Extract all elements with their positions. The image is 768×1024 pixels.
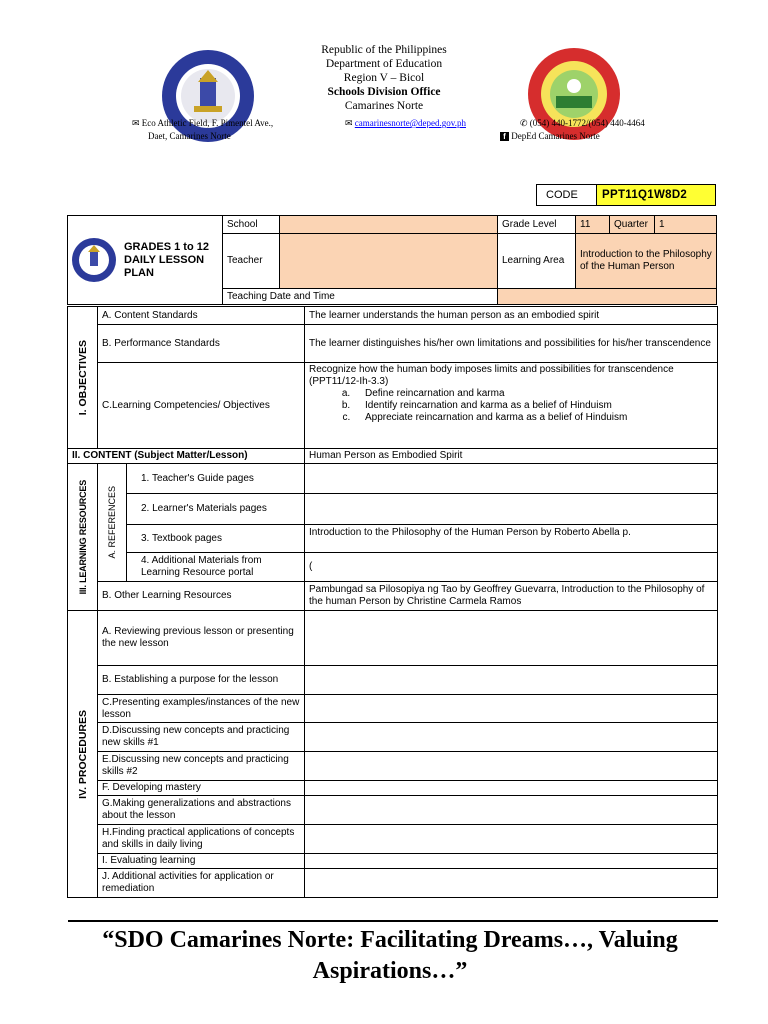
procedures-section-cell [68,611,98,898]
learners-materials-label: 2. Learner's Materials pages [127,494,305,525]
procedure-label: I. Evaluating learning [98,854,305,869]
procedure-label: J. Additional activities for application or remediation [98,869,305,898]
learning-competencies-label: C.Learning Competencies/ Objectives [98,363,305,449]
procedure-value [305,695,718,723]
teaching-date-label: Teaching Date and Time [223,289,498,305]
procedure-value [305,796,718,825]
performance-standards-value: The learner distinguishes his/her own limitations and possibilities for his/her transcendence [305,325,718,363]
lesson-plan-table [67,306,718,898]
resources-section-cell [68,464,98,611]
competency-item: b. Identify reincarnation and karma as a belief of Hinduism [353,400,713,412]
envelope-icon: ✉ [132,118,140,128]
procedure-label: F. Developing mastery [98,781,305,796]
code-label: CODE [537,185,597,205]
additional-materials-value: ( [305,553,718,582]
procedure-label: E.Discussing new concepts and practicing skills #2 [98,752,305,781]
info-table [67,215,717,305]
teachers-guide-label: 1. Teacher's Guide pages [127,464,305,494]
address-line-1: ✉ Eco Athletic Field, F. Pimentel Ave., [132,118,274,128]
facebook-line: f DepEd Camarines Norte [500,131,600,141]
teachers-guide-value [305,464,718,494]
additional-materials-label: 4. Additional Materials from Learning Resource portal [127,553,305,582]
objectives-section-cell [68,307,98,449]
dlp-title: GRADES 1 to 12 DAILY LESSON PLAN [124,240,209,279]
procedure-label: A. Reviewing previous lesson or presenting the new lesson [98,611,305,666]
procedure-value [305,869,718,898]
learning-area-value[interactable]: Introduction to the Philosophy of the Human Person [576,234,717,289]
teaching-date-field[interactable] [498,289,717,305]
deped-small-seal-icon [70,236,118,284]
references-cell [98,464,127,582]
phone-icon: ✆ [520,118,528,128]
email-link[interactable]: camarinesnorte@deped.gov.ph [354,118,466,128]
header-line-4: Schools Division Office [327,86,441,98]
procedures-section-label: IV. PROCEDURES [76,709,89,799]
grade-level-label: Grade Level [498,216,576,234]
procedure-label: H.Finding practical applications of concepts and skills in daily living [98,825,305,854]
footer-rule [68,920,718,922]
references-label: A. REFERENCES [107,486,117,559]
email-line [345,118,466,129]
quarter-label: Quarter [610,216,655,234]
resources-section-label: III. LEARNING RESOURCES [77,479,88,595]
learning-competencies-value [305,363,718,449]
header-line-2: Department of Education [325,58,443,70]
teacher-field[interactable] [280,234,498,289]
procedure-value [305,666,718,695]
textbook-label: 3. Textbook pages [127,525,305,553]
procedure-value [305,611,718,666]
procedure-label: G.Making generalizations and abstractions about the lesson [98,796,305,825]
procedure-value [305,854,718,869]
teacher-label: Teacher [223,234,280,289]
performance-standards-label: B. Performance Standards [98,325,305,363]
facebook-icon: f [500,132,509,141]
procedure-value [305,781,718,796]
header-line-1: Republic of the Philippines [321,44,447,56]
procedure-label: C.Presenting examples/instances of the new lesson [98,695,305,723]
competency-item: a. Define reincarnation and karma [353,388,713,400]
competencies-list [309,388,713,424]
competency-item: c. Appreciate reincarnation and karma as a belief of Hinduism [353,412,713,424]
procedure-label: B. Establishing a purpose for the lesson [98,666,305,695]
learning-area-label: Learning Area [498,234,576,289]
competencies-intro: Recognize how the human body imposes limits and possibilities for transcendence (PPT11/12-Ih-3.3) [309,364,674,387]
content-label: II. CONTENT (Subject Matter/Lesson) [68,449,305,464]
content-standards-label: A. Content Standards [98,307,305,325]
objectives-section-label: I. OBJECTIVES [76,339,89,416]
other-resources-value: Pambungad sa Pilosopiya ng Tao by Geoffrey Guevarra, Introduction to the Philosophy of the human Person by Christine Carmela Ramos [305,582,718,611]
procedure-value [305,752,718,781]
procedure-value [305,825,718,854]
school-field[interactable] [280,216,498,234]
header-line-3: Region V – Bicol [343,72,425,84]
grade-level-value[interactable]: 11 [576,216,610,234]
dlp-title-cell [68,216,223,305]
school-label: School [223,216,280,234]
phone-line: ✆ (054) 440-1772/(054) 440-4464 [520,118,645,128]
procedure-value [305,723,718,752]
code-value: PPT11Q1W8D2 [597,185,715,205]
address-line-2: Daet, Camarines Norte [148,131,231,141]
footer-quote: “SDO Camarines Norte: Facilitating Dreams…, Valuing Aspirations…” [102,927,678,984]
content-value: Human Person as Embodied Spirit [305,449,718,464]
procedure-label: D.Discussing new concepts and practicing new skills #1 [98,723,305,752]
header-line-5: Camarines Norte [344,100,424,112]
other-resources-label: B. Other Learning Resources [98,582,305,611]
code-box [536,184,716,206]
content-standards-value: The learner understands the human person as an embodied spirit [305,307,718,325]
textbook-value: Introduction to the Philosophy of the Human Person by Roberto Abella p. [305,525,718,553]
mail-icon: ✉ [345,118,353,128]
quarter-value[interactable]: 1 [655,216,717,234]
learners-materials-value [305,494,718,525]
